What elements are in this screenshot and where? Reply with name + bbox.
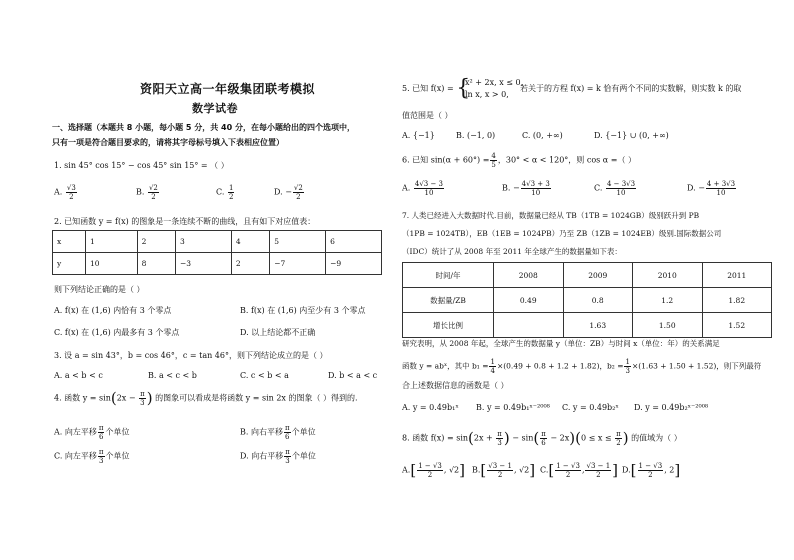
q7-option-b: B. y = 0.49b₁ˣ⁻²⁰⁰⁸ (476, 403, 550, 412)
q8-paren1-left: ( (468, 429, 474, 447)
q8-a-label: A. (402, 465, 411, 475)
q4-c-pre: C. 向左平移 (54, 451, 97, 461)
q6-b-fraction (521, 180, 551, 197)
q4-d-pre: D. 向右平移 (240, 451, 284, 461)
q7-text-line1: 研究表明，从 2008 年起，全球产生的数据量 y（单位：ZB）与时间 x（单位：年）的关系满足 (402, 339, 720, 348)
q3-option-d: D. b < a < c (328, 371, 378, 380)
q2-option-c: C. f(x) 在 (1,6) 内最多有 3 个零点 (54, 328, 180, 337)
q8-cond-num: π (616, 430, 621, 438)
q8-c-label: C. (540, 465, 549, 475)
q8-c-den1: 2 (565, 471, 571, 479)
q7-cell: 数据量/ZB (403, 288, 494, 313)
q7-b2-fraction (624, 358, 630, 375)
q7-option-a: A. y = 0.49b₁ˣ (402, 403, 459, 412)
q3-option-b: B. a < c < b (148, 371, 197, 380)
q6-a-label: A. (402, 183, 411, 193)
q6-stem-num: 4 (491, 152, 496, 160)
q7-text-line2 (402, 358, 761, 375)
q6-b-label: B. (502, 183, 511, 193)
q4-b-pre: B. 向右平移 (240, 427, 283, 437)
q6-stem-post: ，30° < α < 120°，则 cos α =（ ） (497, 155, 636, 165)
q1-a-label: A. (54, 187, 63, 197)
q8-arg1-fraction (496, 430, 503, 447)
q8-arg1-num: π (497, 430, 502, 438)
q4-d-den: 3 (285, 457, 290, 465)
q7-cell: 0.49 (494, 288, 564, 313)
q1-option-a (54, 184, 78, 201)
q8-arg2-fraction (540, 430, 547, 447)
q4-stem-post: 的图象可以看成是将函数 y = sin 2x 的图象（ ）得到的. (155, 393, 358, 403)
q5-stem-pre: 5. 已知 f(x) = (402, 84, 454, 93)
q6-c-label: C. (594, 183, 603, 193)
q3-stem: 3. 设 a = sin 43°，b = cos 46°，c = tan 46°，则下列结论成立的是（ ） (54, 351, 328, 360)
q6-option-d (687, 180, 737, 197)
q1-b-fraction (148, 184, 159, 201)
q8-d-num: 1 − √3 (638, 462, 663, 470)
q4-b-post: 个单位 (291, 427, 316, 437)
q2-cell: 10 (86, 253, 138, 275)
q2-cell: 8 (137, 253, 175, 275)
exam-title: 资阳天立高一年级集团联考模拟 (140, 82, 316, 96)
q4-d-num: π (285, 448, 290, 456)
q6-option-b (502, 180, 552, 197)
q8-b-right: , √2 (513, 465, 530, 475)
q8-c-num2: √3 − 1 (586, 462, 611, 470)
q2-cell: 6 (326, 231, 382, 253)
q4-d-post: 个单位 (291, 451, 316, 461)
q8-d-label: D. (622, 465, 631, 475)
q7-cell: 2009 (563, 263, 633, 288)
q2-cell: 2 (137, 231, 175, 253)
q7-cell: 1.63 (563, 313, 633, 338)
q8-a-den: 2 (427, 471, 433, 479)
q8-paren2-left: ( (533, 429, 540, 447)
q8-d-den: 2 (648, 471, 653, 479)
q8-arg2-post: − 2x (547, 433, 570, 443)
q8-d-bracket-right: ] (674, 461, 681, 479)
q5-case1: x² + 2x, x ≤ 0, (465, 78, 524, 87)
q8-b-bracket-left: [ (480, 461, 487, 479)
q2-row-x (53, 231, 382, 253)
q7-cell: 增长比例 (403, 313, 494, 338)
q5-stem-line2: 值范围是（ ） (402, 111, 453, 120)
q6-c-den: 10 (616, 189, 626, 197)
q1-c-num: 1 (228, 184, 234, 192)
q7-b1-num: 1 (490, 358, 495, 366)
q7-cell: 1.52 (702, 313, 772, 338)
q1-a-den: 2 (69, 193, 74, 201)
q8-mid: − sin (509, 433, 534, 443)
q4-paren-right: ) (146, 389, 153, 407)
q4-stem-pre: 4. 函数 y = sin (54, 393, 111, 403)
q4-option-d (240, 448, 316, 465)
q6-stem-fraction (490, 152, 496, 169)
q1-b-num: √2 (148, 184, 158, 192)
q4-c-fraction (98, 448, 105, 465)
q6-b-num: 4√3 + 3 (521, 180, 550, 188)
q1-d-den: 2 (296, 193, 301, 201)
q2-row-y (53, 253, 382, 275)
q5-stem-post: 若关于的方程 f(x) = k 恰有两个不同的实数解，则实数 k 的取 (520, 84, 742, 93)
q1-option-b (136, 184, 160, 201)
q4-option-b (240, 424, 316, 441)
q6-b-sign: − (512, 183, 520, 193)
q8-arg2-num: π (541, 430, 546, 438)
q4-stem-den: 3 (140, 399, 145, 407)
q6-a-fraction (414, 180, 444, 197)
q1-b-den: 2 (151, 193, 156, 201)
q2-cell: y (53, 253, 86, 275)
q7-cell: 0.8 (563, 288, 633, 313)
q8-paren3-right: ) (622, 429, 629, 447)
q8-a-right: , √2 (443, 465, 460, 475)
q8-d-right: , 2 (664, 465, 675, 475)
q7-cell: 2010 (633, 263, 703, 288)
q8-d-fraction (638, 462, 664, 479)
q5-option-b: B. (−1, 0) (456, 131, 496, 140)
q1-c-label: C. (216, 187, 225, 197)
q8-arg2-den: 6 (541, 439, 546, 447)
q8-a-num: 1 − √3 (418, 462, 442, 470)
q8-stem (402, 430, 682, 447)
q7-table-row-volume (403, 288, 772, 313)
q8-cond-fraction (615, 430, 622, 447)
q7-b2-num: 1 (625, 358, 630, 366)
q2-cell: −7 (270, 253, 326, 275)
q8-option-c: C.[ $\frac{1 - √3}{2}$ , $\frac{√3 - 1}{2}$ ] (540, 461, 619, 479)
q6-d-fraction (706, 180, 736, 197)
q8-cond-den: 2 (616, 439, 621, 447)
q4-paren-left: ( (110, 389, 117, 407)
q7-b1-fraction (489, 358, 495, 375)
q4-c-post: 个单位 (105, 451, 130, 461)
q8-c-fraction1 (555, 462, 581, 479)
q8-c-fraction2 (585, 462, 611, 479)
q4-option-a (54, 424, 129, 441)
q4-b-den: 6 (285, 433, 290, 441)
q4-c-num: π (98, 448, 104, 456)
q8-paren3-left: ( (575, 429, 581, 447)
q7-cell: 2011 (702, 263, 772, 288)
q8-stem-pre: 8. 函数 f(x) = sin (402, 433, 469, 443)
q6-a-den: 10 (424, 189, 434, 197)
q2-cell: 4 (231, 231, 269, 253)
section-heading-line2: 只有一项是符合题目要求的，请将其字母标号填入下表相应位置） (52, 138, 284, 147)
q8-b-fraction (487, 462, 513, 479)
q2-cell: 3 (176, 231, 232, 253)
q2-cell: 1 (86, 231, 138, 253)
q2-cell: −3 (176, 253, 232, 275)
q6-b-den: 10 (531, 189, 541, 197)
q8-c-num1: 1 − √3 (556, 462, 580, 470)
q2-cell: −9 (326, 253, 382, 275)
q6-c-num: 4 − 3√3 (606, 180, 636, 188)
q4-a-pre: A. 向左平移 (54, 427, 97, 437)
q7-cell: 时间/年 (403, 263, 494, 288)
q7-cell: 1.82 (702, 288, 772, 313)
q6-stem (402, 152, 636, 169)
q4-a-fraction (98, 424, 105, 441)
q2-cell: 5 (270, 231, 326, 253)
q6-d-den: 10 (716, 189, 726, 197)
q7-cell (494, 313, 564, 338)
q8-arg1-pre: 2x + (473, 433, 496, 443)
q5-option-c: C. (0, +∞) (522, 131, 563, 140)
q5-option-a: A. {−1} (402, 131, 435, 140)
q4-stem-fraction (139, 390, 146, 407)
q5-brace: { (456, 76, 471, 101)
q4-a-num: π (98, 424, 104, 432)
q7-option-d: D. y = 0.49b₂ˣ⁻²⁰⁰⁸ (634, 403, 709, 412)
q8-option-a (402, 462, 465, 479)
q2-prompt: 则下列结论正确的是（ ） (54, 285, 145, 294)
q8-option-b (472, 462, 535, 479)
q7-text-line2-mid: ×(0.49 + 0.8 + 1.2 + 1.82)，b₂ = (496, 361, 624, 371)
q4-stem-arg: 2x − (116, 393, 139, 403)
q6-d-num: 4 + 3√3 (706, 180, 736, 188)
q8-c-bracket-right: ] (612, 461, 619, 479)
q8-cond-pre: 0 ≤ x ≤ (580, 433, 615, 443)
q1-d-fraction (293, 184, 304, 201)
exam-subtitle: 数学试卷 (192, 102, 238, 115)
q7-stem-line2: （1PB = 1024TB），EB（1EB = 1024PB）乃至 ZB（1ZB = 1024EB）级别.国际数据公司 (402, 229, 722, 238)
q8-d-bracket-left: [ (630, 461, 637, 479)
q6-a-num: 4√3 − 3 (414, 180, 444, 188)
q1-d-num: √2 (293, 184, 303, 192)
q1-c-den: 2 (228, 193, 234, 201)
q1-c-fraction (228, 184, 234, 201)
section-heading-line1: 一、选择题（本题共 8 小题，每小题 5 分，共 40 分，在每小题给出的四个选项中， (52, 123, 355, 132)
q8-b-num: √3 − 1 (488, 462, 512, 470)
q1-d-sign: − (285, 187, 292, 197)
q7-option-c: C. y = 0.49b₂ˣ (562, 403, 619, 412)
q2-stem: 2. 已知函数 y = f(x) 的图象是一条连续不断的曲线，且有如下对应值表： (54, 217, 316, 226)
q8-c-den2: 2 (596, 471, 601, 479)
q6-stem-pre: 6. 已知 sin(α + 60°) = (402, 155, 490, 165)
q3-option-c: C. c < b < a (240, 371, 289, 380)
q1-stem: 1. sin 45° cos 15° − cos 45° sin 15° = （ ） (54, 161, 229, 170)
q1-a-fraction (66, 184, 77, 201)
q7-text-line2-pre: 函数 y = abˣ，其中 b₁ = (402, 361, 489, 371)
q4-b-num: π (284, 424, 290, 432)
q3-option-a: A. a < b < c (54, 371, 103, 380)
q4-c-den: 3 (98, 457, 104, 465)
q7-stem-line1: 7. 人类已经进入大数据时代.目前，数据量已经从 TB（1TB = 1024GB）级别跃升到 PB (402, 211, 700, 220)
q1-option-c (216, 184, 235, 201)
q8-paren1-right: ) (503, 429, 510, 447)
q8-a-bracket-left: [ (410, 461, 417, 479)
q1-option-d (274, 184, 305, 201)
q4-a-post: 个单位 (105, 427, 130, 437)
q5-stem (402, 76, 471, 101)
q8-arg1-den: 3 (497, 439, 502, 447)
q2-option-a: A. f(x) 在 (1,6) 内恰有 3 个零点 (54, 306, 172, 315)
q1-b-label: B. (136, 187, 145, 197)
q6-stem-den: 5 (491, 161, 496, 169)
q1-d-label: D. (274, 187, 283, 197)
q6-d-sign: − (698, 183, 705, 193)
q7-data-table (402, 262, 772, 338)
q7-b1-den: 4 (490, 367, 495, 375)
q8-paren2-right: ) (569, 429, 576, 447)
q8-b-label: B. (472, 465, 481, 475)
q8-stem-post: 的值域为（ ） (631, 433, 682, 443)
q4-d-fraction (284, 448, 291, 465)
q2-value-table (52, 230, 382, 275)
q6-option-c (594, 180, 637, 197)
q6-c-fraction (606, 180, 636, 197)
q4-a-den: 6 (98, 433, 104, 441)
q7-text-line3: 合上述数据信息的函数是（ ） (402, 381, 509, 390)
q4-stem-num: π (140, 390, 145, 398)
q8-option-d (622, 462, 680, 479)
q8-c-bracket-left: [ (548, 461, 555, 479)
q7-table-header-row (403, 263, 772, 288)
q8-b-bracket-right: ] (529, 461, 536, 479)
q7-stem-line3: （IDC）统计了从 2008 年至 2011 年全球产生的数据量如下表： (402, 247, 622, 256)
q7-b2-den: 3 (625, 367, 630, 375)
q7-table-row-growth (403, 313, 772, 338)
q5-case2: ln x, x > 0, (465, 90, 509, 99)
q5-option-d: D. {−1} ∪ (0, +∞) (594, 131, 669, 140)
q8-b-den: 2 (497, 471, 503, 479)
q2-option-b: B. f(x) 在 (1,6) 内至少有 3 个零点 (240, 306, 366, 315)
q2-option-d: D. 以上结论都不正确 (240, 328, 316, 337)
q2-cell: 2 (231, 253, 269, 275)
q2-cell: x (53, 231, 86, 253)
q4-option-c (54, 448, 130, 465)
q7-cell: 1.2 (633, 288, 703, 313)
q7-cell: 1.50 (633, 313, 703, 338)
q6-option-a (402, 180, 445, 197)
q8-a-fraction (417, 462, 443, 479)
q4-stem (54, 390, 358, 407)
q7-text-line2-post: ×(1.63 + 1.50 + 1.52)，则下列最符 (631, 361, 762, 371)
q7-cell: 2008 (494, 263, 564, 288)
q8-a-bracket-right: ] (459, 461, 466, 479)
q1-a-num: √3 (66, 184, 76, 192)
q6-d-label: D. (687, 183, 696, 193)
q4-b-fraction (284, 424, 291, 441)
